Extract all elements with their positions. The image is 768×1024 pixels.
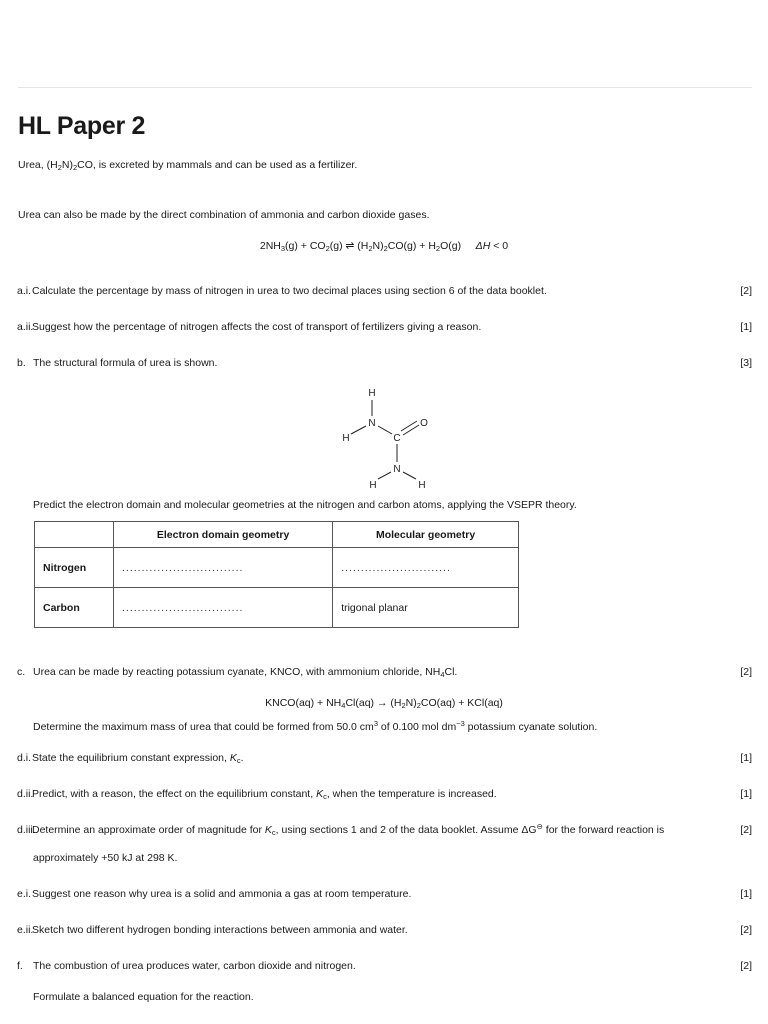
table-row-nitrogen xyxy=(35,548,519,588)
question-label: e.ii. xyxy=(17,924,34,936)
table-header-empty xyxy=(35,522,114,548)
atom-c: C xyxy=(393,433,401,444)
answer-blank: ............................... xyxy=(114,588,333,628)
question-c-determine: Determine the maximum mass of urea that could be formed from 50.0 $cm^3$ of 0.100 mol $dm^{-3}$ potassium cyanate solution. xyxy=(33,719,598,733)
top-divider xyxy=(18,87,752,88)
answer-given: trigonal planar xyxy=(333,588,519,628)
equation-cyanate: KNCO(aq) + $NH_4Cl(aq) \to (H_2N)_2CO(aq) + KCl(aq)$ xyxy=(265,697,503,710)
marks: [2] xyxy=(740,824,752,836)
question-text: Calculate the percentage by mass of nitrogen in urea to two decimal places using section 6 of the data booklet. xyxy=(32,285,547,297)
table-header-electron-domain: Electron domain geometry xyxy=(114,522,333,548)
marks: [2] xyxy=(740,285,752,297)
question-text: Suggest how the percentage of nitrogen affects the cost of transport of fertilizers giving a reason. xyxy=(32,321,482,333)
question-label: c. xyxy=(17,666,26,678)
question-f-formulate: Formulate a balanced equation for the reaction. xyxy=(33,991,254,1003)
question-text: Predict, with a reason, the effect on the equilibrium constant, $K_c$, when the temperature is increased. xyxy=(32,788,497,801)
question-d-iii-continued: approximately +50 kJ at 298 K. xyxy=(33,852,178,864)
atom-n-upper: N xyxy=(368,418,376,429)
question-text: Sketch two different hydrogen bonding interactions between ammonia and water. xyxy=(32,924,408,936)
marks: [3] xyxy=(740,357,752,369)
question-text: Urea can be made by reacting potassium cyanate, KNCO, with ammonium chloride, $NH_4Cl$. xyxy=(33,666,458,679)
question-label: a.i. xyxy=(17,285,32,297)
row-label: Carbon xyxy=(35,588,114,628)
marks: [2] xyxy=(740,924,752,936)
marks: [1] xyxy=(740,321,752,333)
table-row-carbon xyxy=(35,588,519,628)
answer-blank: ............................ xyxy=(333,548,519,588)
atom-n-lower: N xyxy=(393,464,401,475)
question-label: a.ii. xyxy=(17,321,34,333)
equation-formation: $2NH_3(g) + CO_2(g)$ ⇌ $(H_2N)_2CO(g) + H_2O(g)$ ΔH < 0 xyxy=(259,240,509,253)
marks: [1] xyxy=(740,752,752,764)
marks: [1] xyxy=(740,788,752,800)
question-label: d.iii. xyxy=(17,824,36,836)
atom-h-bottom-right: H xyxy=(418,480,426,491)
question-text: Suggest one reason why urea is a solid and ammonia a gas at room temperature. xyxy=(32,888,412,900)
question-text: State the equilibrium constant expression, $K_c$. xyxy=(32,752,244,765)
urea-structural-formula xyxy=(330,380,440,495)
question-label: d.ii. xyxy=(17,788,34,800)
atom-h-left: H xyxy=(342,433,350,444)
question-label: d.i. xyxy=(17,752,32,764)
question-text: The structural formula of urea is shown. xyxy=(33,357,218,369)
question-text: Determine an approximate order of magnitude for $K_c$, using sections 1 and 2 of the data booklet. Assume ΔG⊖ for the forward reaction is xyxy=(32,822,665,837)
atom-h-bottom-left: H xyxy=(369,480,377,491)
question-label: f. xyxy=(17,960,23,972)
question-label: b. xyxy=(17,357,26,369)
intro-direct: Urea can also be made by the direct combination of ammonia and carbon dioxide gases. xyxy=(18,209,430,221)
atom-o: O xyxy=(420,418,428,429)
marks: [2] xyxy=(740,960,752,972)
table-header-row xyxy=(35,522,519,548)
question-label: e.i. xyxy=(17,888,32,900)
question-b-predict: Predict the electron domain and molecular geometries at the nitrogen and carbon atoms, applying the VSEPR theory. xyxy=(33,499,577,511)
marks: [2] xyxy=(740,666,752,678)
question-text: The combustion of urea produces water, carbon dioxide and nitrogen. xyxy=(33,960,356,972)
row-label: Nitrogen xyxy=(35,548,114,588)
table-header-molecular: Molecular geometry xyxy=(333,522,519,548)
atom-h-top: H xyxy=(368,388,376,399)
geometry-table xyxy=(34,521,519,628)
answer-blank: ............................... xyxy=(114,548,333,588)
page-title: HL Paper 2 xyxy=(18,112,146,140)
intro-urea: Urea, $(H_2N)_2CO$, is excreted by mammals and can be used as a fertilizer. xyxy=(18,159,358,172)
marks: [1] xyxy=(740,888,752,900)
